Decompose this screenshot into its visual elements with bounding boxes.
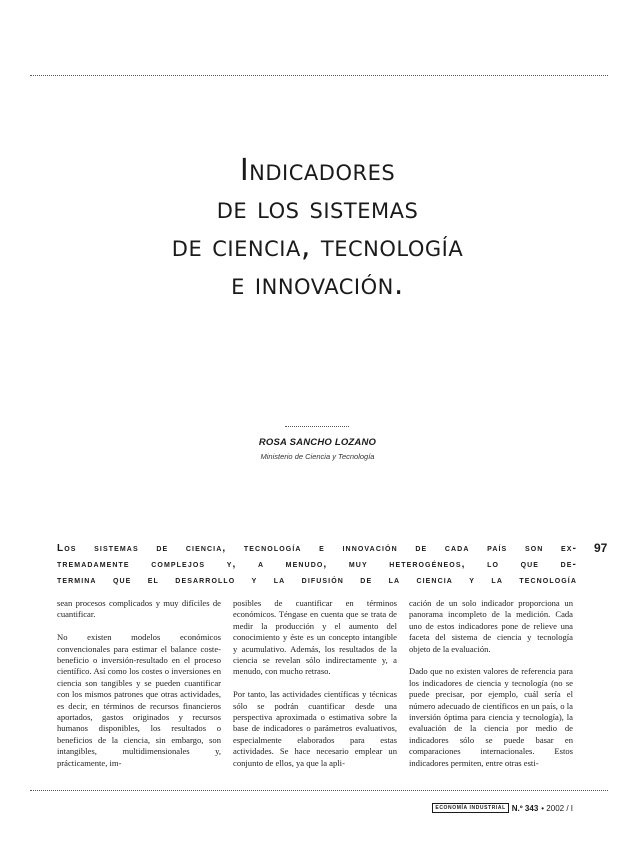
page-footer xyxy=(432,803,573,813)
author-divider xyxy=(285,426,349,427)
column-2-paragraph-1: posibles de cuantificar en términos económicos. Téngase en cuenta que se trata de medir la producción y el aumento del conocimiento y éste es un concepto intangible y acumulativo. Además, los resultados de la ciencia se revelan sólo indirectamente y, a menudo, con mucho retraso. xyxy=(233,598,397,677)
column-3-paragraph-2: Dado que no existen valores de referencia para los indicadores de ciencia y tecnología (no se puede precisar, por ejemplo, cuál sería el número adecuado de científicos en un país, o la inversión óptima para ciencia y tecnología), la evaluación de la ciencia por medio de indicadores sólo se puede basar en comparaciones internacionales. Estos indicadores permiten, entre otras esti- xyxy=(409,666,573,768)
lead-line-2: tremadamente complejos y, a menudo, muy heterogéneos, lo que de- xyxy=(57,559,577,570)
lead-paragraph xyxy=(57,541,577,589)
author-affiliation: Ministerio de Ciencia y Tecnología xyxy=(260,452,375,461)
title-line-3: de ciencia, tecnología xyxy=(171,229,464,264)
body-column-2 xyxy=(233,598,397,769)
body-column-1 xyxy=(57,598,221,769)
title-line-1: Indicadores xyxy=(239,153,396,188)
column-3-paragraph-1: cación de un solo indicador proporciona un panorama incompleto de la medición. Cada uno de estos indicadores pone de relieve una faceta del sistema de ciencia y tecnología objeto de la evaluación. xyxy=(409,598,573,654)
author-name: ROSA SANCHO LOZANO xyxy=(258,437,377,448)
lead-line-3: termina que el desarrollo y la difusión de la ciencia y la tecnología xyxy=(57,575,577,586)
bottom-divider xyxy=(30,790,608,791)
column-1-paragraph-1: sean procesos complicados y muy difíciles de cuantificar. xyxy=(57,598,221,620)
title-line-4: e innovación. xyxy=(231,267,404,302)
lead-line-1: Los sistemas de ciencia, tecnología e innovación de cada país son ex- xyxy=(57,543,577,554)
top-divider xyxy=(30,75,608,76)
title-line-2: de los sistemas xyxy=(216,191,419,226)
body-column-3 xyxy=(409,598,573,769)
issue-year: • 2002 / I xyxy=(541,803,573,813)
journal-name: ECONOMÍA INDUSTRIAL xyxy=(432,803,508,813)
issue-number: N.º 343 xyxy=(511,803,539,813)
column-2-paragraph-2: Por tanto, las actividades científicas y técnicas sólo se podrán cuantificar desde una perspectiva aproximada o estimativa sobre la base de indicadores o parámetros evaluativos, especialmente elaborados para estas actividades. Se hace necesario emplear un conjunto de ellos, ya que la apli- xyxy=(233,689,397,768)
article-title xyxy=(0,152,635,304)
page-number: 97 xyxy=(594,541,608,555)
column-1-paragraph-2: No existen modelos económicos convencionales para estimar el balance coste-beneficio o inversión-resultado en el proceso científico. Así como los costes o inversiones en ciencia son tangibles y se pueden cuantificar con los mismos patrones que otras actividades, es decir, en términos de recursos financieros aportados, gastos originados y recursos humanos disponibles, los resultados o beneficios de la ciencia, sin embargo, son intangibles, multidimensionales y, prácticamente, im- xyxy=(57,632,221,768)
